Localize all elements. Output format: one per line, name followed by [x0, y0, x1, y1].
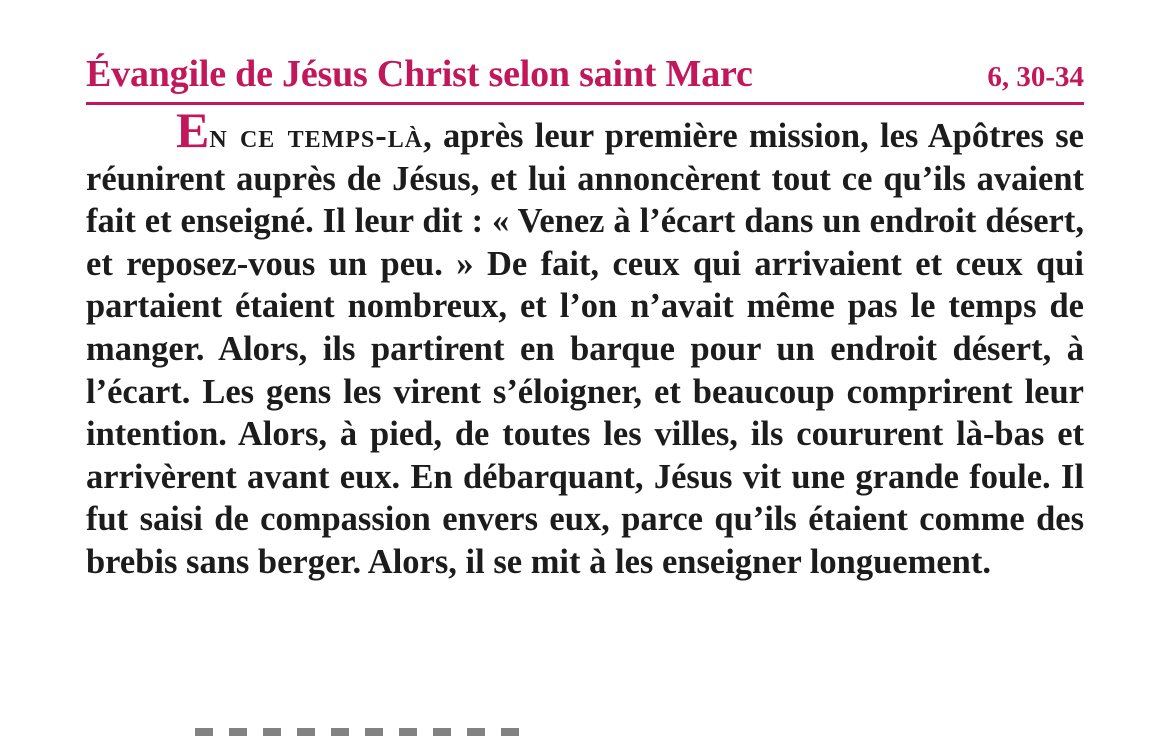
gospel-passage — [86, 102, 1084, 584]
opening-small-caps: n ce temps-là — [209, 117, 424, 155]
next-line-cutoff — [195, 712, 535, 756]
verse-reference: 6, 30-34 — [987, 61, 1084, 93]
gospel-header — [86, 52, 1084, 105]
passage-text: , après leur première mission, les Apôtres se réunirent auprès de Jésus, et lui annoncèrent tout ce qu’ils avaient fait et enseigné. Il leur dit : « Venez à l’écart dans un endroit désert, et reposez-vous un peu. » De fait, ceux qui arrivaient et ceux qui partaient étaient nombreux, et l’on n’avait même pas le temps de manger. Alors, ils partirent en barque pour un endroit désert, à l’écart. Les gens les virent s’éloigner, et beaucoup comprirent leur intention. Alors, à pied, de toutes les villes, ils coururent là-bas et arrivèrent avant eux. En débarquant, Jésus vit une grande foule. Il fut saisi de compassion envers eux, parce qu’ils étaient comme des brebis sans berger. Alors, il se mit à les enseigner longuement. — [86, 117, 1084, 581]
drop-cap: E — [176, 102, 210, 158]
gospel-title: Évangile de Jésus Christ selon saint Marc — [86, 53, 753, 95]
gospel-page — [86, 52, 1084, 618]
